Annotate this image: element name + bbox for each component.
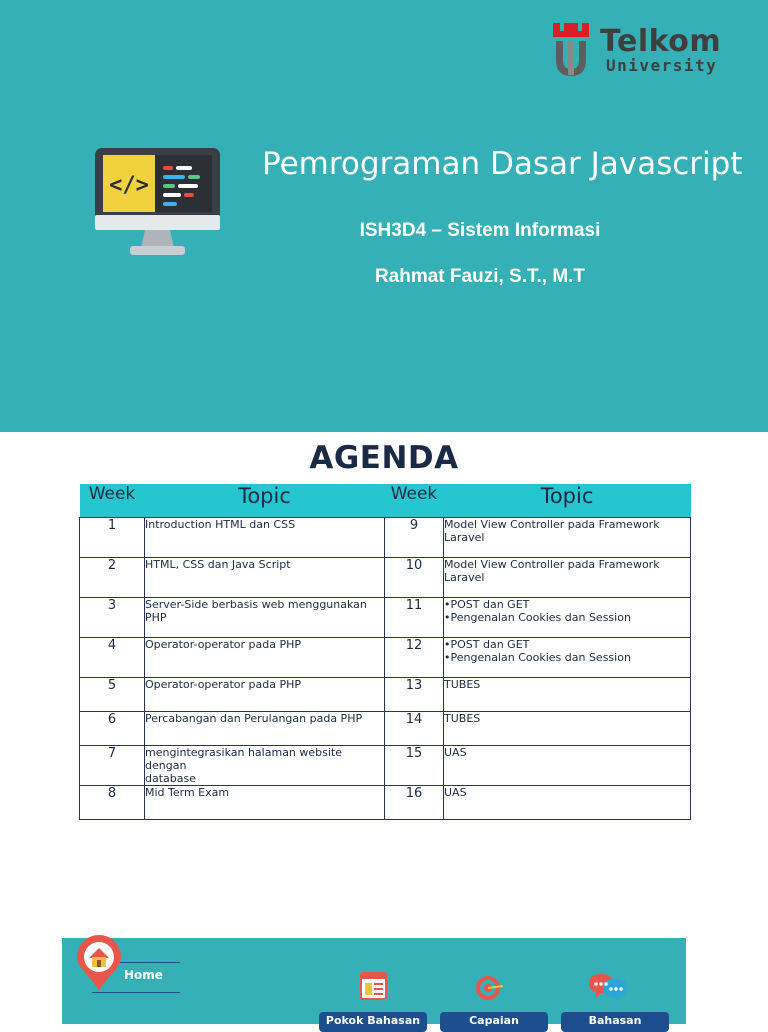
agenda-title: AGENDA <box>309 440 459 476</box>
table-row <box>80 518 691 558</box>
logo-text-telkom: Telkom <box>600 24 722 59</box>
topic-cell: TUBES <box>444 678 691 712</box>
week-number: 6 <box>80 712 145 746</box>
table-row <box>80 678 691 712</box>
header-topic: Topic <box>145 484 385 518</box>
table-row <box>80 712 691 746</box>
week-number: 5 <box>80 678 145 712</box>
header-week: Week <box>385 484 444 518</box>
week-number: 9 <box>385 518 444 558</box>
week-number: 4 <box>80 638 145 678</box>
header-week: Week <box>80 484 145 518</box>
svg-text:</>: </> <box>109 173 149 198</box>
divider <box>92 992 180 993</box>
title-slide <box>0 0 768 432</box>
header-topic: Topic <box>444 484 691 518</box>
topic-cell: UAS <box>444 746 691 786</box>
week-number: 2 <box>80 558 145 598</box>
code-monitor-icon <box>90 140 225 265</box>
topic-cell: Percabangan dan Perulangan pada PHP <box>145 712 385 746</box>
topic-cell: mengintegrasikan halaman website dengan database <box>145 746 385 786</box>
topic-cell: Model View Controller pada Framework Laravel <box>444 558 691 598</box>
table-header-row <box>80 484 691 518</box>
week-number: 13 <box>385 678 444 712</box>
divider <box>120 962 180 963</box>
week-number: 8 <box>80 786 145 820</box>
topic-cell: TUBES <box>444 712 691 746</box>
home-link[interactable]: Home <box>124 968 163 982</box>
table-row <box>80 786 691 820</box>
table-row <box>80 598 691 638</box>
topic-cell: Mid Term Exam <box>145 786 385 820</box>
chat-bubbles-icon <box>587 972 629 1002</box>
week-number: 16 <box>385 786 444 820</box>
week-number: 12 <box>385 638 444 678</box>
document-list-icon <box>360 972 387 1000</box>
agenda-table <box>79 484 691 820</box>
topic-cell: Introduction HTML dan CSS <box>145 518 385 558</box>
topic-cell: Operator-operator pada PHP <box>145 638 385 678</box>
table-row <box>80 746 691 786</box>
target-icon <box>474 974 504 1002</box>
table-row <box>80 638 691 678</box>
topic-cell: Operator-operator pada PHP <box>145 678 385 712</box>
logo-text-university: University <box>606 56 718 75</box>
home-pin-icon[interactable] <box>76 935 122 993</box>
pokok-bahasan-button[interactable]: Pokok Bahasan <box>319 1012 427 1032</box>
table-row <box>80 558 691 598</box>
author-name: Rahmat Fauzi, S.T., M.T <box>374 266 586 287</box>
bahasan-button[interactable]: Bahasan <box>561 1012 669 1032</box>
week-number: 10 <box>385 558 444 598</box>
presentation-title: Pemrograman Dasar Javascript <box>262 146 743 182</box>
topic-cell: Server-Side berbasis web menggunakan PHP <box>145 598 385 638</box>
week-number: 14 <box>385 712 444 746</box>
capaian-button[interactable]: Capaian <box>440 1012 548 1032</box>
topic-cell: UAS <box>444 786 691 820</box>
week-number: 15 <box>385 746 444 786</box>
week-number: 11 <box>385 598 444 638</box>
topic-cell: Model View Controller pada Framework Laravel <box>444 518 691 558</box>
topic-cell: •POST dan GET •Pengenalan Cookies dan Session <box>444 598 691 638</box>
course-subtitle: ISH3D4 – Sistem Informasi <box>359 220 601 241</box>
topic-cell: HTML, CSS dan Java Script <box>145 558 385 598</box>
topic-cell: •POST dan GET •Pengenalan Cookies dan Session <box>444 638 691 678</box>
week-number: 7 <box>80 746 145 786</box>
week-number: 1 <box>80 518 145 558</box>
week-number: 3 <box>80 598 145 638</box>
